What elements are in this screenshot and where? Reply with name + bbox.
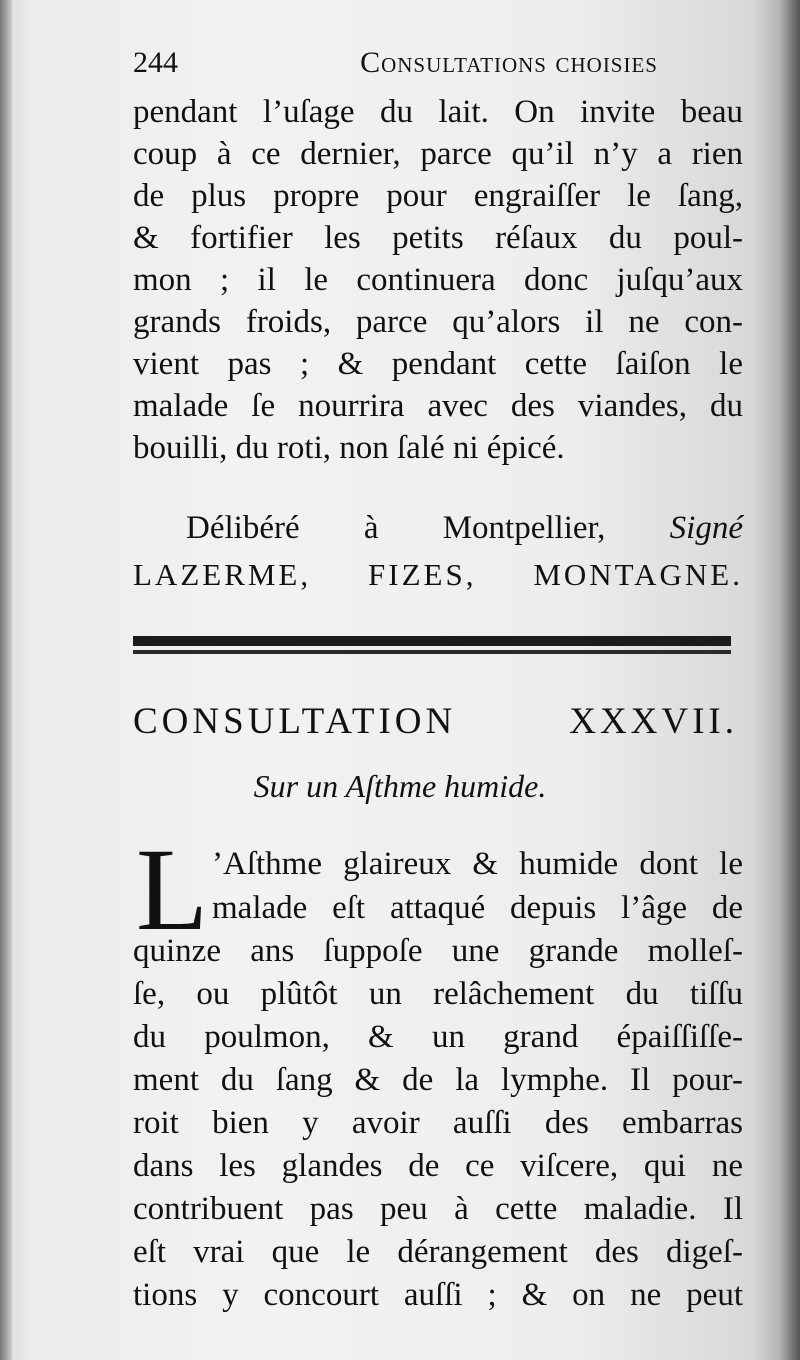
deliberation-text: Délibéré à Montpellier, [186, 510, 606, 546]
signers: LAZERME, FIZES, MONTAGNE. [133, 557, 743, 592]
text-line: ment du ſang & de la lymphe. Il pour- [133, 1062, 743, 1098]
text-line: ’Aſthme glaireux & humide dont le [212, 846, 743, 882]
text-line: dans les glandes de ce viſcere, qui ne [133, 1148, 743, 1184]
text-line: bouilli, du roti, non ſalé ni épicé. [133, 430, 565, 466]
drop-cap: L [136, 824, 209, 955]
text-line: du poulmon, & un grand épaiſſiſſe- [133, 1019, 743, 1055]
text-line: mon ; il le continuera donc juſqu’aux [133, 262, 743, 298]
text-line: contribuent pas peu à cette maladie. Il [133, 1191, 743, 1227]
text-line: coup à ce dernier, parce qu’il n’y a rien [133, 136, 743, 172]
text-line: de plus propre pour engraiſſer le ſang, [133, 178, 743, 214]
running-title: Consultations choisies [360, 46, 658, 79]
section-divider [133, 636, 731, 658]
text-line: grands froids, parce qu’alors il ne con- [133, 304, 743, 340]
text-line: malade ſe nourrira avec des viandes, du [133, 388, 743, 424]
signed-word: Signé [669, 510, 743, 546]
text-line: ſe, ou plûtôt un relâchement du tiſſu [133, 976, 743, 1012]
divider-thin-rule [133, 650, 731, 654]
running-head [133, 46, 658, 80]
text-line: pendant l’uſage du lait. On invite beau [133, 94, 743, 130]
text-line: malade eſt attaqué depuis l’âge de [212, 890, 743, 926]
text-line: vient pas ; & pendant cette ſaiſon le [133, 346, 743, 382]
consultation-subtitle: Sur un Aſthme humide. [253, 768, 547, 804]
text-line: quinze ans ſuppoſe une grande molleſ- [133, 933, 743, 969]
page-number: 244 [133, 46, 178, 79]
text-line: tions y concourt auſſi ; & on ne peut [133, 1277, 743, 1313]
text-line: roit bien y avoir auſſi des embarras [133, 1105, 743, 1141]
text-line: eſt vrai que le dérangement des digeſ- [133, 1234, 743, 1270]
divider-thick-rule [133, 636, 731, 646]
text-line: & fortifier les petits réſaux du poul- [133, 220, 743, 256]
consultation-title: CONSULTATION XXXVII. [133, 701, 738, 742]
deliberation-line [186, 508, 743, 548]
